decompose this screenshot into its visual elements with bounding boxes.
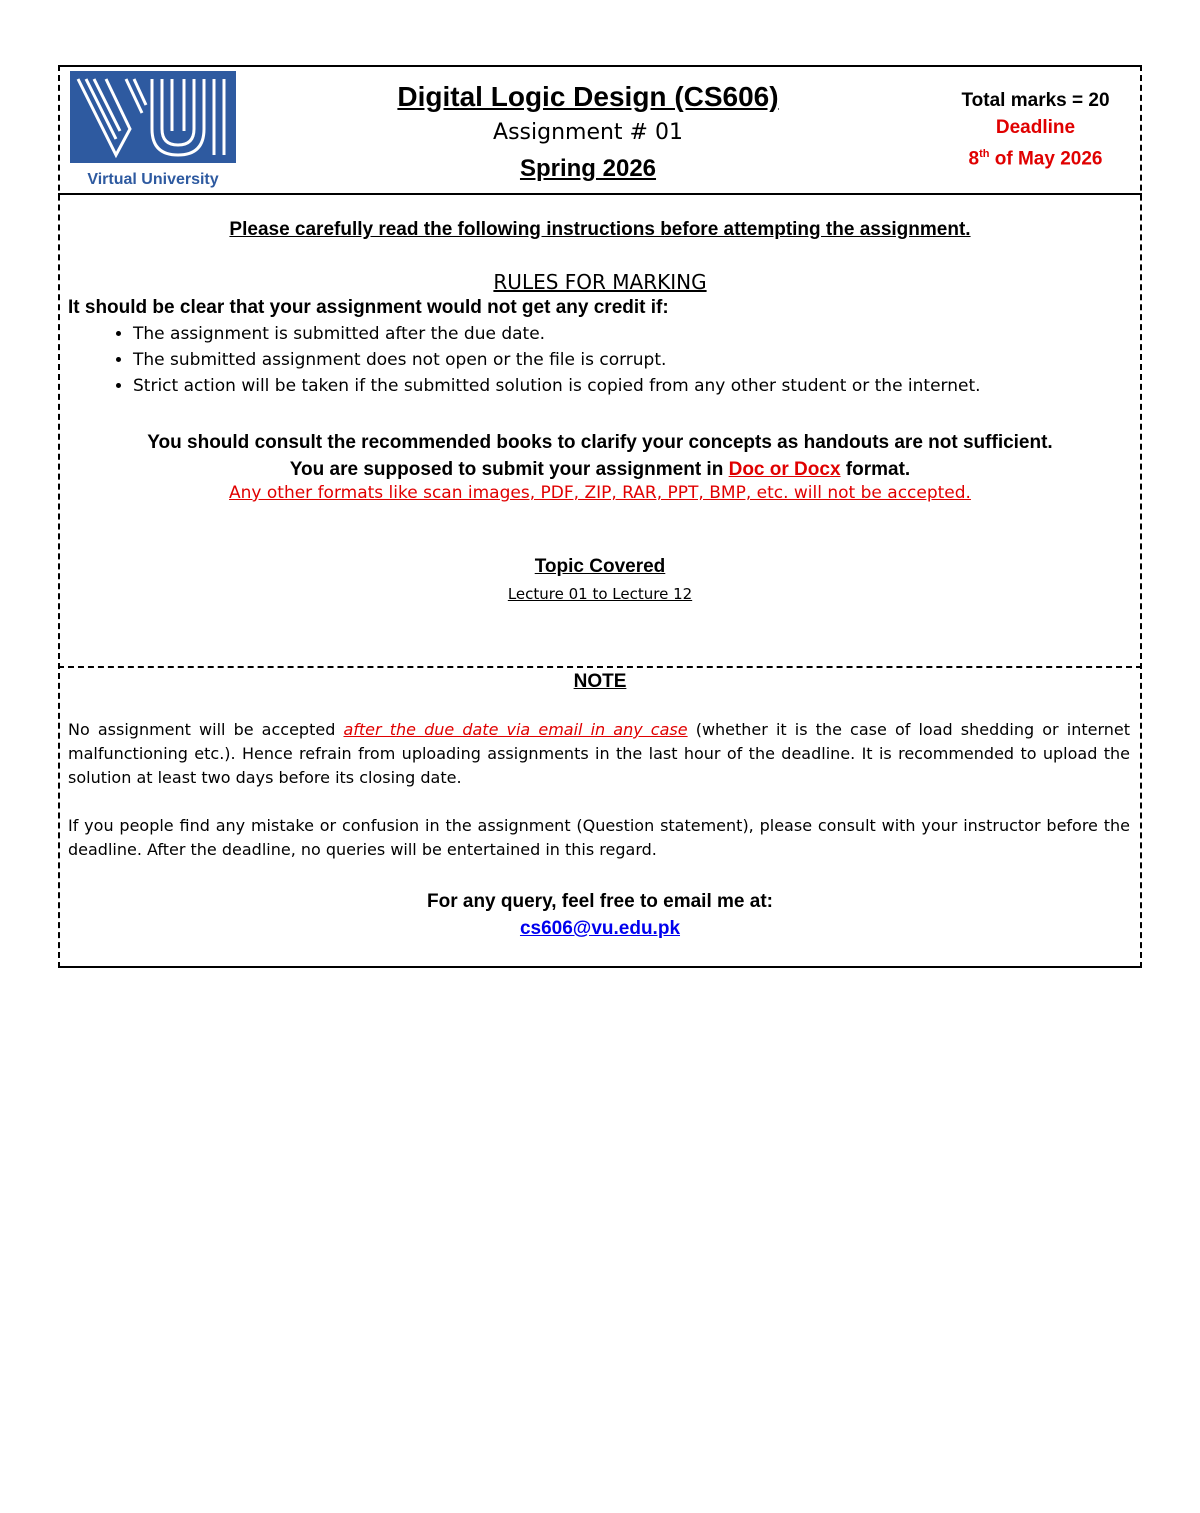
bottom-border — [58, 966, 1142, 968]
top-border — [58, 65, 1142, 67]
logo-subtitle: Virtual University — [87, 171, 219, 188]
list-item: • The submitted assignment does not open or the file is corrupt. — [133, 347, 981, 373]
list-item: • Strict action will be taken if the submitted solution is copied from any other student or the internet. — [133, 373, 981, 399]
deadline-date: 8th of May 2026 — [968, 148, 1103, 170]
topic-value: Lecture 01 to Lecture 12 — [507, 585, 693, 603]
total-marks: Total marks = 20 — [961, 90, 1110, 111]
rules-heading: RULES FOR MARKING — [493, 270, 707, 294]
contact-email-link[interactable]: cs606@vu.edu.pk — [519, 918, 681, 939]
rules-list — [98, 321, 981, 399]
left-border — [58, 65, 60, 968]
instructions-heading: Please carefully read the following instructions before attempting the assignment. — [229, 219, 971, 240]
note-heading: NOTE — [573, 671, 627, 692]
query-line: For any query, feel free to email me at: — [427, 891, 773, 912]
credit-line: It should be clear that your assignment would not get any credit if: — [68, 297, 669, 318]
course-title: Digital Logic Design (CS606) — [397, 81, 779, 112]
query-block — [58, 888, 1142, 942]
submit-format: Doc or Docx — [728, 459, 841, 480]
semester: Spring 2026 — [519, 155, 657, 182]
marks-deadline — [938, 87, 1133, 172]
deadline-label: Deadline — [995, 117, 1076, 138]
formats-warning: Any other formats like scan images, PDF, ZIP, RAR, PPT, BMP, etc. will not be accepted. — [229, 483, 971, 503]
topic-heading: Topic Covered — [534, 556, 666, 577]
note-paragraph-queries: If you people find any mistake or confusion in the assignment (Question statement), please consult with your instructor before the deadline. After the deadline, no queries will be entertained in this regard. — [68, 816, 1130, 859]
note-divider — [58, 666, 1142, 668]
note-paragraph-late: No assignment will be accepted after the due date via email in any case (whether it is the case of load shedding or internet malfunctioning etc.). Hence refrain from uploading assignments in the last hour of the deadline. It is recommended to upload the solution at least two days before its closing date. — [68, 720, 1131, 787]
right-border — [1140, 65, 1142, 968]
note-emphasis: after the due date via email in any case — [343, 720, 688, 739]
submit-line: You are supposed to submit your assignment in Doc or Docx format. — [289, 459, 911, 480]
vu-logo — [68, 69, 238, 191]
list-item: • The assignment is submitted after the due date. — [133, 321, 981, 347]
header-divider — [58, 193, 1142, 195]
header-center — [288, 79, 888, 187]
consult-block — [58, 429, 1142, 483]
assignment-sheet — [58, 65, 1142, 968]
assignment-number: Assignment # 01 — [493, 120, 683, 145]
consult-line: You should consult the recommended books to clarify your concepts as handouts are not sufficient. — [147, 432, 1053, 453]
